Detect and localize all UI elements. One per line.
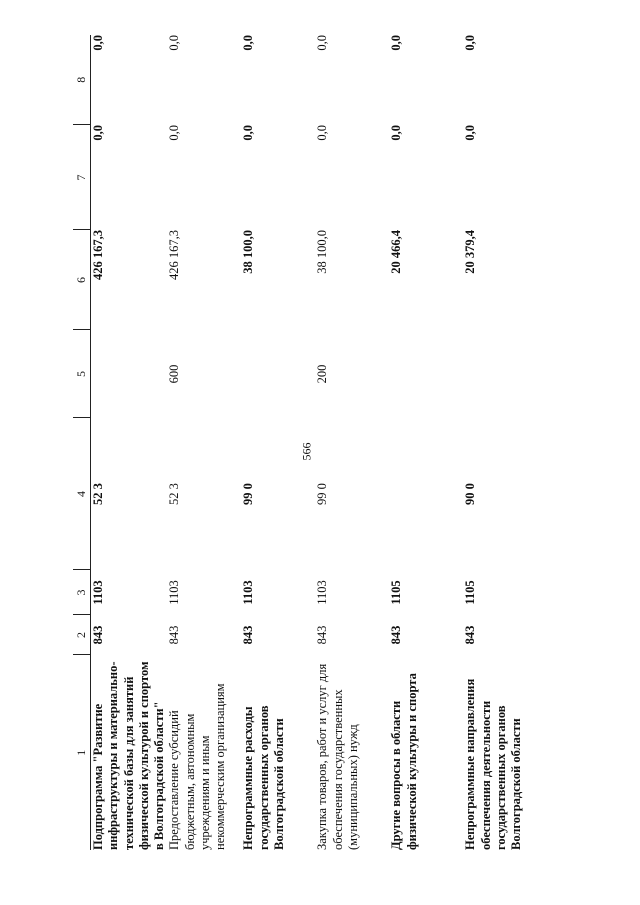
- cell-target: 99 0: [241, 483, 256, 505]
- cell-col8: 0,0: [463, 35, 478, 51]
- cell-section: 1103: [91, 580, 105, 605]
- cell-col8: 0,0: [167, 35, 182, 51]
- cell-expense-type: [463, 330, 537, 418]
- cell-expense-type: [389, 330, 463, 418]
- cell-col7: 0,0: [91, 125, 105, 141]
- row-name: Непрограммные расходы государственных органов Волгоградской области: [241, 705, 286, 850]
- cell-amount: 426 167,3: [167, 230, 182, 280]
- cell-col7: 0,0: [463, 125, 478, 141]
- cell-amount: 38 100,0: [315, 230, 330, 274]
- cell-amount: 38 100,0: [241, 230, 256, 274]
- cell-ministry: 843: [315, 625, 330, 645]
- cell-expense-type: [91, 330, 168, 418]
- cell-col8: 0,0: [91, 35, 105, 51]
- cell-ministry: 843: [167, 625, 182, 645]
- cell-expense-type: [241, 330, 315, 418]
- table-row: [463, 35, 537, 850]
- cell-section: 1105: [463, 580, 478, 605]
- col-header-2: 2: [73, 615, 91, 655]
- cell-section: 1103: [167, 580, 182, 605]
- col-header-1: 1: [73, 655, 91, 850]
- col-header-3: 3: [73, 570, 91, 615]
- cell-ministry: 843: [463, 625, 478, 645]
- col-header-5: 5: [73, 330, 91, 418]
- table-row: [241, 35, 315, 850]
- cell-ministry: 843: [91, 625, 105, 645]
- cell-col7: 0,0: [241, 125, 256, 141]
- cell-col8: 0,0: [241, 35, 256, 51]
- col-header-4: 4: [73, 418, 91, 570]
- header-row: [73, 35, 91, 850]
- cell-amount: 426 167,3: [91, 230, 105, 280]
- row-name: Подпрограмма "Развитие инфраструктуры и материально-технической базы для занятий физической культурой и спортом в Волгоградской области": [91, 661, 166, 850]
- cell-col8: 0,0: [389, 35, 404, 51]
- row-name: Другие вопросы в области физической культуры и спорта: [389, 673, 419, 850]
- table-row: [167, 35, 241, 850]
- cell-target: 99 0: [315, 483, 330, 505]
- table-row: [315, 35, 389, 850]
- cell-target: 52 3: [167, 483, 182, 505]
- row-name: Закупка товаров, работ и услуг для обеспечения государственных (муниципальных) нужд: [315, 663, 360, 850]
- cell-expense-type: 600: [167, 364, 182, 384]
- cell-section: 1105: [389, 580, 404, 605]
- cell-col7: 0,0: [315, 125, 330, 141]
- cell-section: 1103: [315, 580, 330, 605]
- table-row: [91, 35, 168, 850]
- cell-col7: 0,0: [389, 125, 404, 141]
- cell-ministry: 843: [241, 625, 256, 645]
- cell-target: [389, 418, 463, 570]
- rotated-budget-table-container: [73, 35, 613, 850]
- col-header-7: 7: [73, 125, 91, 230]
- col-header-6: 6: [73, 230, 91, 330]
- cell-target: 90 0: [463, 483, 478, 505]
- cell-section: 1103: [241, 580, 256, 605]
- cell-ministry: 843: [389, 625, 404, 645]
- cell-amount: 20 379,4: [463, 230, 478, 274]
- table-row: [389, 35, 463, 850]
- cell-amount: 20 466,4: [389, 230, 404, 274]
- budget-table: [73, 35, 537, 850]
- row-name: Непрограммные направления обеспечения деятельности государственных органов Волгоградской области: [463, 678, 523, 850]
- cell-target: 52 3: [91, 483, 105, 505]
- cell-col7: 0,0: [167, 125, 182, 141]
- cell-expense-type: 200: [315, 364, 330, 384]
- row-name: Предоставление субсидий бюджетным, автономным учреждениям и иным некоммерческим организациям: [167, 683, 227, 850]
- col-header-8: 8: [73, 35, 91, 125]
- page-number: 566: [299, 442, 314, 461]
- cell-col8: 0,0: [315, 35, 330, 51]
